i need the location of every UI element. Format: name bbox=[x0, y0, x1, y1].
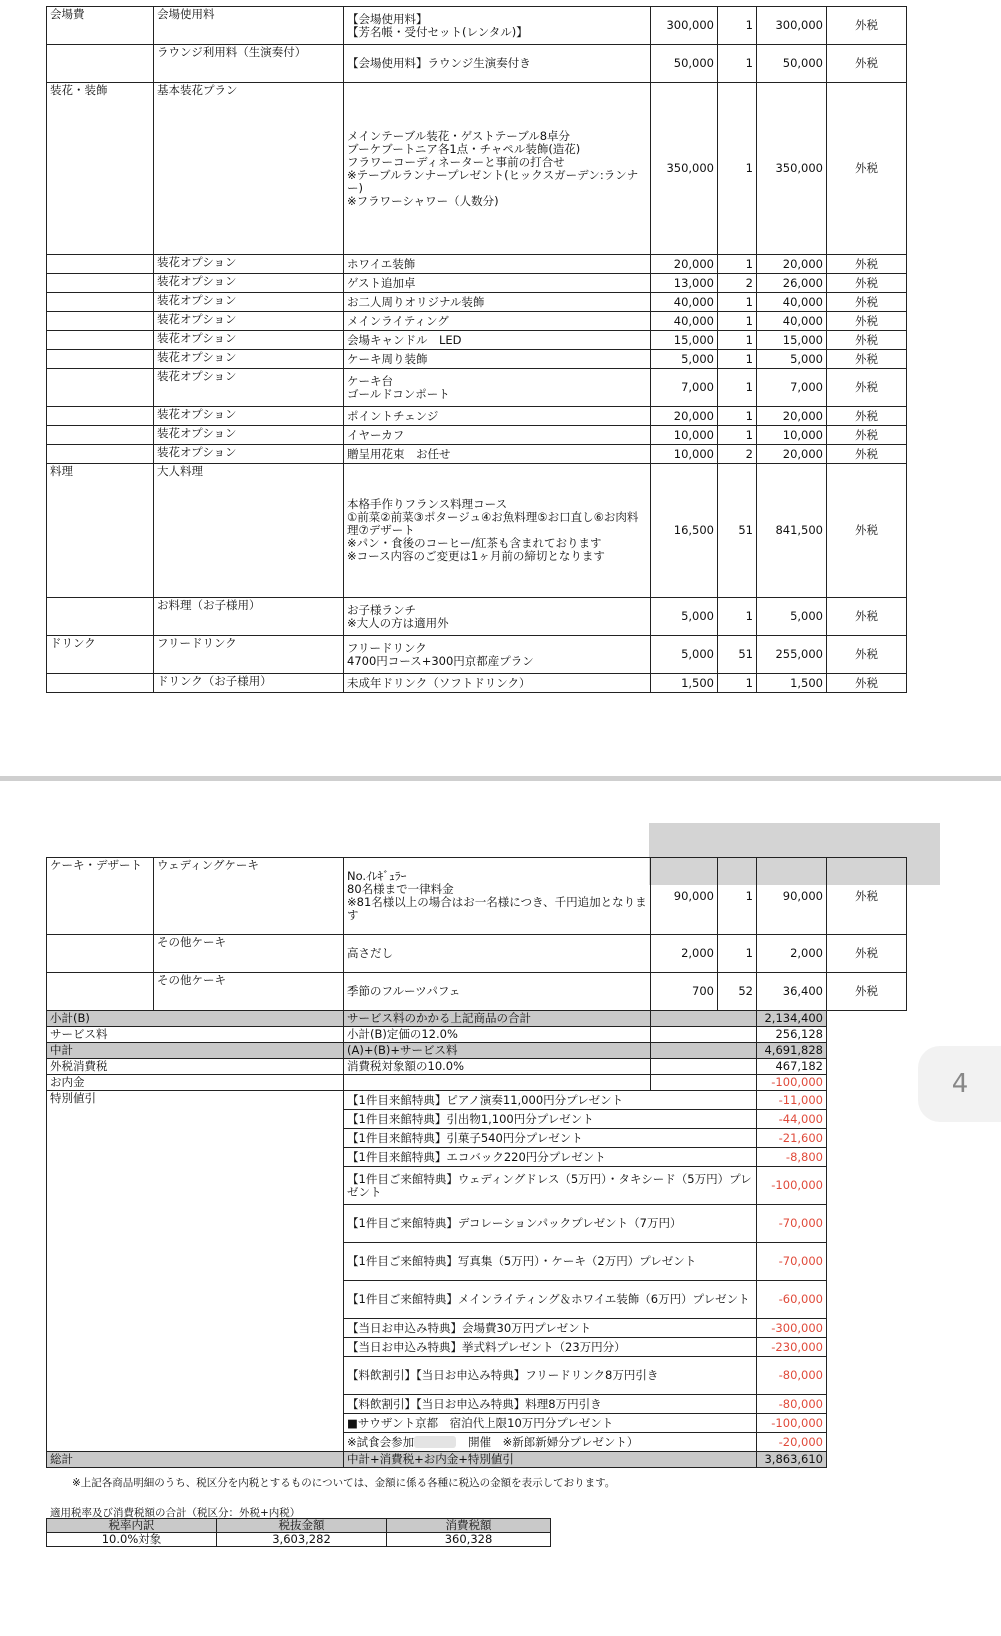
discount-description: 【1件目来館特典】引菓子540円分プレゼント bbox=[344, 1129, 757, 1148]
category-cell bbox=[47, 45, 154, 83]
tax-summary-title: 適用税率及び消費税額の合計（税区分：外税+内税） bbox=[50, 1507, 301, 1519]
amount-cell: 40,000 bbox=[757, 312, 827, 331]
table-row bbox=[47, 312, 907, 331]
item-cell: フリードリンク bbox=[154, 636, 344, 674]
table-row bbox=[47, 293, 907, 312]
summary-label: 小計(B) bbox=[47, 1011, 344, 1027]
table-row bbox=[47, 973, 907, 1011]
table-row bbox=[47, 255, 907, 274]
amount-cell: 50,000 bbox=[757, 45, 827, 83]
unit-price-cell: 5,000 bbox=[651, 598, 718, 636]
discount-end bbox=[827, 1243, 907, 1281]
description-cell: お二人周りオリジナル装飾 bbox=[344, 293, 651, 312]
summary-end bbox=[827, 1043, 907, 1059]
summary-row bbox=[47, 1043, 907, 1059]
summary-amount: 467,182 bbox=[757, 1059, 827, 1075]
description-cell: メインテーブル装花・ゲストテーブル8卓分 ブーケブートニア各1点・チャペル装飾(造花) フラワーコーディネーターと事前の打合せ ※テーブルランナープレゼント(ヒックスガーデン:ランナー) ※フラワーシャワー（人数分) bbox=[344, 83, 651, 255]
description-cell: 【会場使用料】 【芳名帳・受付セット(レンタル)】 bbox=[344, 7, 651, 45]
amount-cell: 350,000 bbox=[757, 83, 827, 255]
category-cell bbox=[47, 331, 154, 350]
unit-price-cell: 5,000 bbox=[651, 350, 718, 369]
category-cell bbox=[47, 255, 154, 274]
quantity-cell: 1 bbox=[718, 674, 757, 693]
amount-cell: 1,500 bbox=[757, 674, 827, 693]
summary-description: (A)+(B)+サービス料 bbox=[344, 1043, 651, 1059]
discount-row bbox=[47, 1091, 907, 1110]
quantity-cell: 1 bbox=[718, 255, 757, 274]
description-cell: 贈呈用花束 お任せ bbox=[344, 445, 651, 464]
summary-row bbox=[47, 1027, 907, 1043]
tax-type-cell: 外税 bbox=[827, 636, 907, 674]
table-row bbox=[47, 7, 907, 45]
summary-amount: -100,000 bbox=[757, 1075, 827, 1091]
discount-amount: -300,000 bbox=[757, 1319, 827, 1338]
summary-label: 中計 bbox=[47, 1043, 344, 1059]
item-cell: 装花オプション bbox=[154, 350, 344, 369]
amount-cell: 7,000 bbox=[757, 369, 827, 407]
description-cell: ゲスト追加卓 bbox=[344, 274, 651, 293]
summary-label: お内金 bbox=[47, 1075, 344, 1091]
amount-cell: 40,000 bbox=[757, 293, 827, 312]
summary-blank bbox=[651, 1075, 757, 1091]
table-row bbox=[47, 674, 907, 693]
estimate-page-1 bbox=[0, 0, 1001, 778]
discount-end bbox=[827, 1148, 907, 1167]
unit-price-cell: 20,000 bbox=[651, 407, 718, 426]
category-cell: 装花・装飾 bbox=[47, 83, 154, 255]
total-row bbox=[47, 1452, 907, 1468]
item-cell: 装花オプション bbox=[154, 445, 344, 464]
discount-description: 【当日お申込み特典】挙式料プレゼント（23万円分） bbox=[344, 1338, 757, 1357]
discount-amount: -100,000 bbox=[757, 1167, 827, 1205]
description-cell: 本格手作りフランス料理コース ①前菜②前菜③ポタージュ④お魚料理⑤お口直し⑥お肉料理⑦デザート ※パン・食後のコーヒー/紅茶も含まれております ※コース内容のご変更は1ヶ月前の締切となります bbox=[344, 464, 651, 598]
summary-description: サービス料のかかる上記商品の合計 bbox=[344, 1011, 651, 1027]
item-cell: 装花オプション bbox=[154, 312, 344, 331]
summary-blank bbox=[651, 1043, 757, 1059]
discount-description bbox=[344, 1433, 757, 1452]
estimate-page-2 bbox=[0, 782, 1001, 1636]
tax-type-cell: 外税 bbox=[827, 369, 907, 407]
description-cell: メインライティング bbox=[344, 312, 651, 331]
discount-description: 【1件目ご来館特典】写真集（5万円）・ケーキ（2万円）プレゼント bbox=[344, 1243, 757, 1281]
discount-description: 【当日お申込み特典】会場費30万円プレゼント bbox=[344, 1319, 757, 1338]
item-cell: ドリンク（お子様用） bbox=[154, 674, 344, 693]
discount-end bbox=[827, 1433, 907, 1452]
summary-blank bbox=[651, 1011, 757, 1027]
tax-type-cell: 外税 bbox=[827, 312, 907, 331]
category-cell: 会場費 bbox=[47, 7, 154, 45]
total-label: 総計 bbox=[47, 1452, 344, 1468]
tax-amount: 360,328 bbox=[387, 1533, 551, 1547]
item-cell: ラウンジ利用料（生演奏付） bbox=[154, 45, 344, 83]
category-cell: ケーキ・デザート bbox=[47, 858, 154, 935]
category-cell bbox=[47, 935, 154, 973]
item-cell: ウェディングケーキ bbox=[154, 858, 344, 935]
tax-type-cell: 外税 bbox=[827, 426, 907, 445]
category-cell bbox=[47, 274, 154, 293]
amount-cell: 2,000 bbox=[757, 935, 827, 973]
discount-description: 【料飲割引】【当日お申込み特典】フリードリンク8万円引き bbox=[344, 1357, 757, 1395]
discount-description: 【1件目ご来館特典】デコレーションパックプレゼント（7万円） bbox=[344, 1205, 757, 1243]
item-cell: 装花オプション bbox=[154, 331, 344, 350]
redacted-text bbox=[414, 1436, 456, 1448]
item-cell: 装花オプション bbox=[154, 274, 344, 293]
quantity-cell: 51 bbox=[718, 464, 757, 598]
category-cell: ドリンク bbox=[47, 636, 154, 674]
table-row bbox=[47, 350, 907, 369]
unit-price-cell: 1,500 bbox=[651, 674, 718, 693]
category-cell bbox=[47, 312, 154, 331]
description-cell: 未成年ドリンク（ソフトドリンク） bbox=[344, 674, 651, 693]
discount-description: 【料飲割引】【当日お申込み特典】料理8万円引き bbox=[344, 1395, 757, 1414]
discount-end bbox=[827, 1414, 907, 1433]
item-cell: 基本装花プラン bbox=[154, 83, 344, 255]
discount-end bbox=[827, 1395, 907, 1414]
summary-end bbox=[827, 1027, 907, 1043]
summary-blank bbox=[651, 1027, 757, 1043]
description-cell: 【会場使用料】ラウンジ生演奏付き bbox=[344, 45, 651, 83]
discount-amount: -44,000 bbox=[757, 1110, 827, 1129]
discount-amount: -80,000 bbox=[757, 1357, 827, 1395]
summary-label: サービス料 bbox=[47, 1027, 344, 1043]
discount-end bbox=[827, 1110, 907, 1129]
discount-amount: -230,000 bbox=[757, 1338, 827, 1357]
discount-amount: -70,000 bbox=[757, 1205, 827, 1243]
discount-label: 特別値引 bbox=[47, 1091, 344, 1452]
page-number-badge: 4 bbox=[918, 1046, 1001, 1122]
amount-cell: 15,000 bbox=[757, 331, 827, 350]
discount-description: 【1件目来館特典】引出物1,100円分プレゼント bbox=[344, 1110, 757, 1129]
quantity-cell: 1 bbox=[718, 407, 757, 426]
category-cell bbox=[47, 293, 154, 312]
discount-amount: -11,000 bbox=[757, 1091, 827, 1110]
tax-header-tax: 消費税額 bbox=[387, 1519, 551, 1533]
tax-type-cell: 外税 bbox=[827, 674, 907, 693]
item-cell: 装花オプション bbox=[154, 255, 344, 274]
summary-end bbox=[827, 1011, 907, 1027]
table-row bbox=[47, 464, 907, 598]
unit-price-cell: 7,000 bbox=[651, 369, 718, 407]
table-row bbox=[47, 83, 907, 255]
total-end bbox=[827, 1452, 907, 1468]
summary-amount: 256,128 bbox=[757, 1027, 827, 1043]
tax-type-cell: 外税 bbox=[827, 255, 907, 274]
tax-type-cell: 外税 bbox=[827, 598, 907, 636]
unit-price-cell: 2,000 bbox=[651, 935, 718, 973]
quantity-cell: 52 bbox=[718, 973, 757, 1011]
description-cell: 会場キャンドル LED bbox=[344, 331, 651, 350]
quantity-cell: 1 bbox=[718, 83, 757, 255]
discount-amount: -80,000 bbox=[757, 1395, 827, 1414]
amount-cell: 5,000 bbox=[757, 350, 827, 369]
discount-amount: -21,600 bbox=[757, 1129, 827, 1148]
tax-type-cell: 外税 bbox=[827, 350, 907, 369]
quantity-cell: 1 bbox=[718, 858, 757, 935]
unit-price-cell: 20,000 bbox=[651, 255, 718, 274]
description-cell: No.ｲﾚｷﾞｭﾗｰ 80名様まで一律料金 ※81名様以上の場合はお一名様につき、千円追加となります bbox=[344, 858, 651, 935]
discount-end bbox=[827, 1338, 907, 1357]
tax-type-cell: 外税 bbox=[827, 274, 907, 293]
summary-amount: 2,134,400 bbox=[757, 1011, 827, 1027]
table-row bbox=[47, 274, 907, 293]
unit-price-cell: 90,000 bbox=[651, 858, 718, 935]
unit-price-cell: 16,500 bbox=[651, 464, 718, 598]
estimate-items-table-2 bbox=[46, 857, 907, 1468]
category-cell bbox=[47, 674, 154, 693]
quantity-cell: 1 bbox=[718, 7, 757, 45]
description-cell: お子様ランチ ※大人の方は適用外 bbox=[344, 598, 651, 636]
table-row bbox=[47, 369, 907, 407]
amount-cell: 26,000 bbox=[757, 274, 827, 293]
amount-cell: 20,000 bbox=[757, 407, 827, 426]
table-row bbox=[47, 445, 907, 464]
description-cell: フリードリンク 4700円コース+300円京都産プラン bbox=[344, 636, 651, 674]
discount-description: 【1件目ご来館特典】メインライティング＆ホワイエ装飾（6万円）プレゼント bbox=[344, 1281, 757, 1319]
amount-cell: 255,000 bbox=[757, 636, 827, 674]
summary-label: 外税消費税 bbox=[47, 1059, 344, 1075]
discount-amount: -100,000 bbox=[757, 1414, 827, 1433]
amount-cell: 20,000 bbox=[757, 445, 827, 464]
discount-description: 【1件目来館特典】エコバック220円分プレゼント bbox=[344, 1148, 757, 1167]
quantity-cell: 1 bbox=[718, 312, 757, 331]
category-cell bbox=[47, 369, 154, 407]
unit-price-cell: 10,000 bbox=[651, 426, 718, 445]
category-cell bbox=[47, 598, 154, 636]
item-cell: その他ケーキ bbox=[154, 973, 344, 1011]
discount-description: ■サウザント京都 宿泊代上限10万円分プレゼント bbox=[344, 1414, 757, 1433]
discount-description: 【1件目来館特典】ピアノ演奏11,000円分プレゼント bbox=[344, 1091, 757, 1110]
tax-type-cell: 外税 bbox=[827, 331, 907, 350]
item-cell: 装花オプション bbox=[154, 407, 344, 426]
estimate-items-table bbox=[46, 6, 907, 693]
unit-price-cell: 13,000 bbox=[651, 274, 718, 293]
item-cell: 装花オプション bbox=[154, 369, 344, 407]
page-separator bbox=[0, 776, 1001, 781]
unit-price-cell: 300,000 bbox=[651, 7, 718, 45]
quantity-cell: 1 bbox=[718, 45, 757, 83]
item-cell: 装花オプション bbox=[154, 426, 344, 445]
table-row bbox=[47, 858, 907, 935]
unit-price-cell: 10,000 bbox=[651, 445, 718, 464]
quantity-cell: 2 bbox=[718, 445, 757, 464]
description-cell: ケーキ台 ゴールドコンポート bbox=[344, 369, 651, 407]
unit-price-cell: 40,000 bbox=[651, 293, 718, 312]
unit-price-cell: 700 bbox=[651, 973, 718, 1011]
discount-end bbox=[827, 1319, 907, 1338]
tax-type-cell: 外税 bbox=[827, 445, 907, 464]
category-cell bbox=[47, 445, 154, 464]
quantity-cell: 1 bbox=[718, 426, 757, 445]
category-cell bbox=[47, 350, 154, 369]
quantity-cell: 1 bbox=[718, 935, 757, 973]
summary-row bbox=[47, 1075, 907, 1091]
discount-end bbox=[827, 1357, 907, 1395]
table-row bbox=[47, 935, 907, 973]
discount-amount: -8,800 bbox=[757, 1148, 827, 1167]
summary-description: 消費税対象額の10.0% bbox=[344, 1059, 651, 1075]
table-row bbox=[47, 331, 907, 350]
tax-note: ※上記各商品明細のうち、税区分を内税とするものについては、金額に係る各種に税込の金額を表示しております。 bbox=[72, 1477, 616, 1489]
unit-price-cell: 50,000 bbox=[651, 45, 718, 83]
quantity-cell: 1 bbox=[718, 350, 757, 369]
discount-end bbox=[827, 1129, 907, 1148]
unit-price-cell: 350,000 bbox=[651, 83, 718, 255]
quantity-cell: 1 bbox=[718, 598, 757, 636]
unit-price-cell: 15,000 bbox=[651, 331, 718, 350]
summary-description bbox=[344, 1075, 651, 1091]
description-cell: 高さだし bbox=[344, 935, 651, 973]
tax-type-cell: 外税 bbox=[827, 7, 907, 45]
table-row bbox=[47, 426, 907, 445]
discount-amount: -20,000 bbox=[757, 1433, 827, 1452]
total-description: 中計+消費税+お内金+特別値引 bbox=[344, 1452, 757, 1468]
summary-blank bbox=[651, 1059, 757, 1075]
tax-type-cell: 外税 bbox=[827, 935, 907, 973]
category-cell bbox=[47, 426, 154, 445]
amount-cell: 36,400 bbox=[757, 973, 827, 1011]
item-cell: お料理（お子様用） bbox=[154, 598, 344, 636]
amount-cell: 20,000 bbox=[757, 255, 827, 274]
unit-price-cell: 40,000 bbox=[651, 312, 718, 331]
item-cell: 会場使用料 bbox=[154, 7, 344, 45]
amount-cell: 5,000 bbox=[757, 598, 827, 636]
unit-price-cell: 5,000 bbox=[651, 636, 718, 674]
discount-amount: -60,000 bbox=[757, 1281, 827, 1319]
amount-cell: 300,000 bbox=[757, 7, 827, 45]
item-cell: その他ケーキ bbox=[154, 935, 344, 973]
quantity-cell: 1 bbox=[718, 369, 757, 407]
discount-desc-part: 開催 ※新郎新婦分プレゼント） bbox=[468, 1434, 639, 1449]
discount-end bbox=[827, 1205, 907, 1243]
discount-end bbox=[827, 1091, 907, 1110]
amount-cell: 841,500 bbox=[757, 464, 827, 598]
summary-description: 小計(B)定価の12.0% bbox=[344, 1027, 651, 1043]
tax-type-cell: 外税 bbox=[827, 407, 907, 426]
summary-row bbox=[47, 1059, 907, 1075]
table-row bbox=[47, 45, 907, 83]
summary-end bbox=[827, 1059, 907, 1075]
description-cell: ポイントチェンジ bbox=[344, 407, 651, 426]
tax-type-cell: 外税 bbox=[827, 464, 907, 598]
discount-description: 【1件目ご来館特典】ウェディングドレス（5万円）・タキシード（5万円）プレゼント bbox=[344, 1167, 757, 1205]
item-cell: 大人料理 bbox=[154, 464, 344, 598]
discount-end bbox=[827, 1281, 907, 1319]
description-cell: 季節のフルーツパフェ bbox=[344, 973, 651, 1011]
total-amount: 3,863,610 bbox=[757, 1452, 827, 1468]
amount-cell: 90,000 bbox=[757, 858, 827, 935]
tax-header-base: 税抜金額 bbox=[217, 1519, 387, 1533]
table-row bbox=[47, 598, 907, 636]
tax-header-rate: 税率内訳 bbox=[47, 1519, 217, 1533]
category-cell: 料理 bbox=[47, 464, 154, 598]
tax-base-amount: 3,603,282 bbox=[217, 1533, 387, 1547]
quantity-cell: 1 bbox=[718, 331, 757, 350]
category-cell bbox=[47, 407, 154, 426]
quantity-cell: 1 bbox=[718, 293, 757, 312]
table-row bbox=[47, 636, 907, 674]
table-row bbox=[47, 407, 907, 426]
summary-row bbox=[47, 1011, 907, 1027]
description-cell: ケーキ周り装飾 bbox=[344, 350, 651, 369]
discount-end bbox=[827, 1167, 907, 1205]
tax-type-cell: 外税 bbox=[827, 83, 907, 255]
tax-rate: 10.0%対象 bbox=[47, 1533, 217, 1547]
summary-end bbox=[827, 1075, 907, 1091]
item-cell: 装花オプション bbox=[154, 293, 344, 312]
tax-type-cell: 外税 bbox=[827, 45, 907, 83]
quantity-cell: 2 bbox=[718, 274, 757, 293]
amount-cell: 10,000 bbox=[757, 426, 827, 445]
tax-type-cell: 外税 bbox=[827, 858, 907, 935]
discount-amount: -70,000 bbox=[757, 1243, 827, 1281]
category-cell bbox=[47, 973, 154, 1011]
summary-amount: 4,691,828 bbox=[757, 1043, 827, 1059]
description-cell: イヤーカフ bbox=[344, 426, 651, 445]
tax-type-cell: 外税 bbox=[827, 973, 907, 1011]
quantity-cell: 51 bbox=[718, 636, 757, 674]
description-cell: ホワイエ装飾 bbox=[344, 255, 651, 274]
tax-type-cell: 外税 bbox=[827, 293, 907, 312]
tax-summary-table bbox=[46, 1518, 551, 1547]
discount-desc-part: ※試食会参加 bbox=[347, 1434, 415, 1449]
